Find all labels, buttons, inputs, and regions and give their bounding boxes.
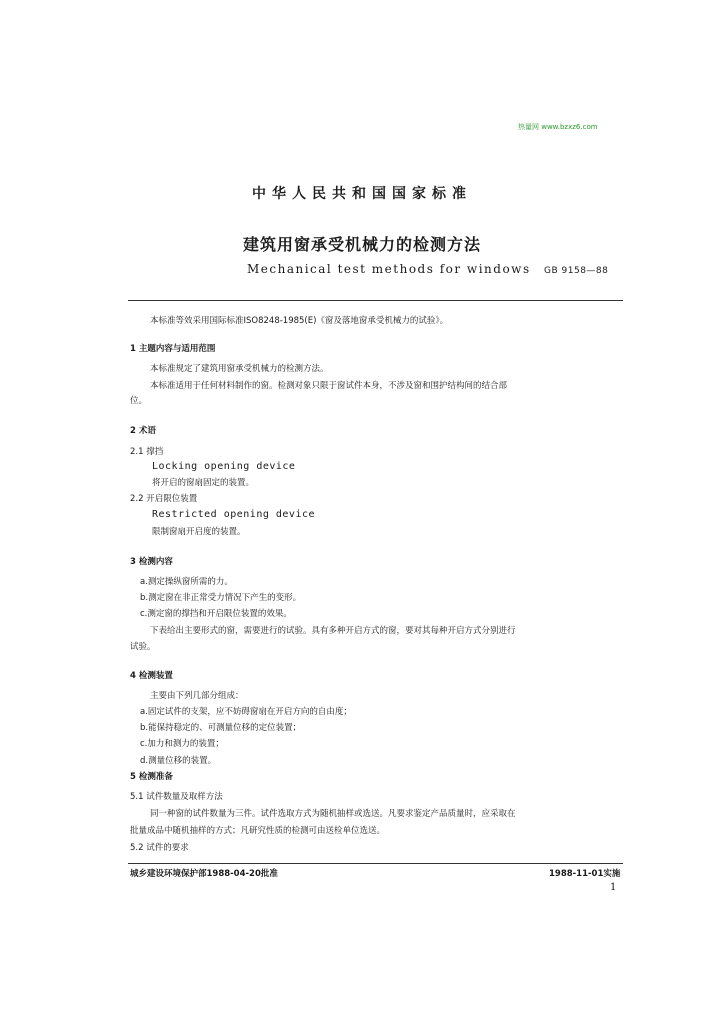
intro-text: 本标准等效采用国际标准ISO8248-1985(E)《窗及落地窗承受机械力的试验》。 (150, 316, 449, 326)
page-number: 1 (610, 882, 617, 893)
section-5-2-heading: 5.2 试件的要求 (130, 843, 189, 853)
term-2-1-english: Locking opening device (152, 461, 296, 472)
term-2-2-heading: 2.2 开启限位装置 (130, 494, 198, 504)
section-4-item-d: d.测量位移的装置。 (140, 756, 217, 766)
term-2-2-english: Restricted opening device (152, 509, 316, 520)
term-2-2-definition: 限制窗扇开启度的装置。 (152, 527, 246, 537)
section-5-1-paragraph-line-2: 批量成品中随机抽样的方式；凡研究性质的检测可由送检单位选送。 (130, 826, 386, 836)
section-3-item-c: c.测定窗的撑挡和开启限位装置的效果。 (140, 609, 292, 619)
section-1-paragraph-2-line-1: 本标准适用于任何材料制作的窗。检测对象只限于窗试件本身，不涉及窗和围护结构间的结合部 (150, 381, 508, 391)
section-1-paragraph-2-line-2: 位。 (130, 396, 148, 406)
section-1-paragraph-1: 本标准规定了建筑用窗承受机械力的检测方法。 (150, 364, 329, 374)
section-3-item-a: a.测定操纵窗所需的力。 (140, 577, 233, 587)
section-5-heading: 5 检测准备 (130, 772, 173, 782)
english-title: Mechanical test methods for windows (247, 262, 531, 276)
section-4-item-c: c.加力和测力的装置； (140, 739, 224, 749)
footer-divider (128, 863, 623, 864)
section-2-heading: 2 术语 (130, 426, 156, 436)
section-3-paragraph-line-2: 试验。 (130, 642, 156, 652)
section-4-intro: 主要由下列几部分组成： (150, 691, 244, 701)
standard-category-title: 中华人民共和国国家标准 (252, 186, 472, 202)
term-2-1-definition: 将开启的窗扇固定的装置。 (152, 478, 255, 488)
term-2-1-heading: 2.1 撑挡 (130, 447, 164, 457)
header-divider (128, 300, 623, 301)
section-5-1-heading: 5.1 试件数量及取样方法 (130, 792, 223, 802)
effective-date-text: 1988-11-01实施 (549, 869, 621, 879)
section-4-heading: 4 检测装置 (130, 671, 173, 681)
section-3-paragraph-line-1: 下表给出主要形式的窗，需要进行的试验。具有多种开启方式的窗，要对其每种开启方式分别进行 (150, 626, 516, 636)
approval-text: 城乡建设环境保护部1988-04-20批准 (130, 869, 278, 879)
section-1-heading: 1 主题内容与适用范围 (130, 344, 216, 354)
section-4-item-a: a.固定试件的支架，应不妨碍窗扇在开启方向的自由度； (140, 707, 352, 717)
section-4-item-b: b.能保持稳定的、可测量位移的定位装置； (140, 723, 302, 733)
standard-number: GB 9158—88 (544, 266, 609, 276)
section-5-1-paragraph-line-1: 同一种窗的试件数量为三件。试件选取方式为随机抽样或选送。凡要求鉴定产品质量时，应采取在 (150, 809, 516, 819)
watermark-text: 热量网 www.bzxz6.com (518, 123, 598, 131)
document-title: 建筑用窗承受机械力的检测方法 (242, 235, 481, 254)
section-3-item-b: b.测定窗在非正常受力情况下产生的变形。 (140, 593, 302, 603)
section-3-heading: 3 检测内容 (130, 557, 173, 567)
